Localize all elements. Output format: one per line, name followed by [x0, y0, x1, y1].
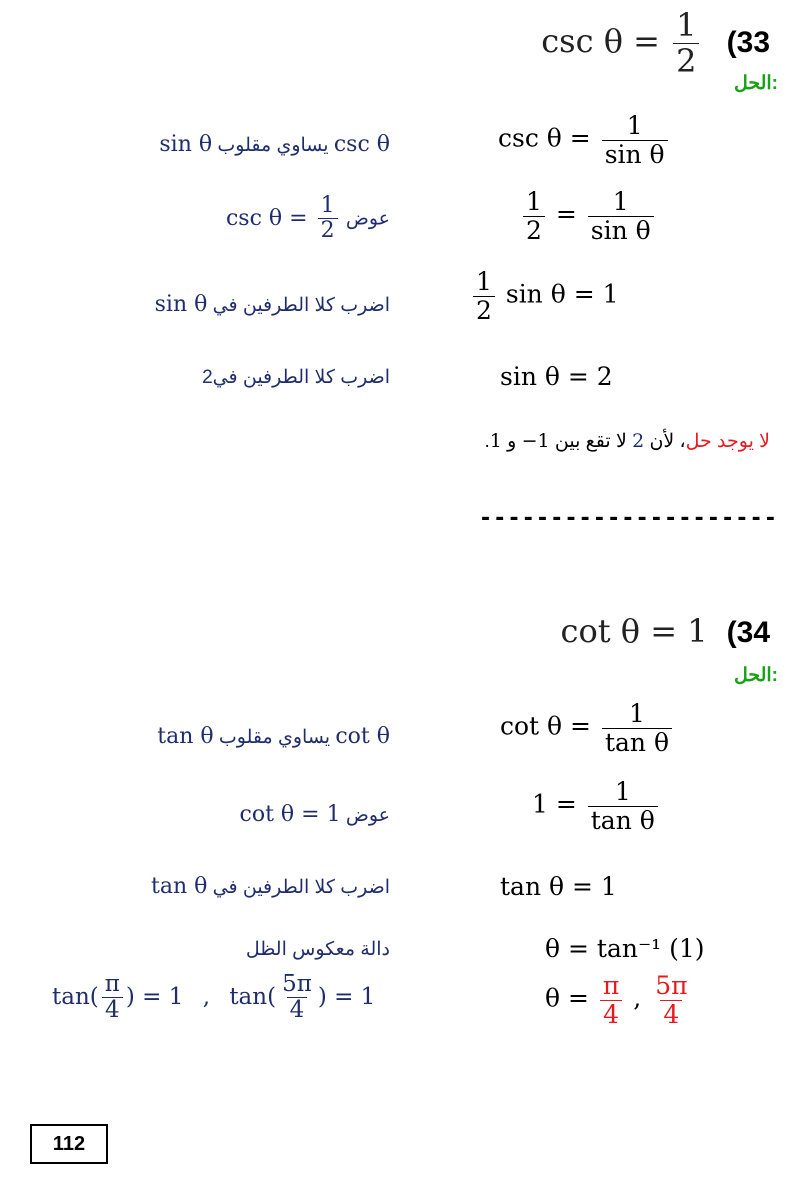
- q33-step1-math: csc θ = $\frac{1}{\text{sin θ}}$: [498, 112, 671, 168]
- q33-step3-note: اضرب كلا الطرفين في sin θ: [154, 292, 390, 317]
- q34-step5-math: θ = $\frac{\pi}{4}$ , $\frac{5\pi}{4}$: [545, 971, 688, 1029]
- q34-step4-math: θ = tan⁻¹ (1): [545, 934, 705, 963]
- q33-step4-math: sin θ = 2: [500, 362, 613, 391]
- q33-header: [541, 8, 770, 79]
- q34-solution-label: الحل:: [733, 665, 778, 686]
- q33-step2-note: عوض csc θ = $\frac{1}{2}$: [225, 193, 390, 244]
- q34-step3-math: tan θ = 1: [500, 872, 617, 901]
- q34-step5-note: tan( $\frac{\pi}{4}$ ) = 1 , tan( $\frac{5\pi}{4}$ ) = 1: [52, 971, 376, 1024]
- q33-step1-note: csc θ يساوي مقلوب sin θ: [159, 132, 390, 157]
- q33-number: (33: [726, 26, 770, 60]
- q34-step2-note: عوض cot θ = 1: [239, 802, 390, 827]
- q34-header: [561, 612, 770, 650]
- q33-equation: csc θ = $\frac{1}{2}$: [541, 22, 712, 60]
- q34-step1-note: cot θ يساوي مقلوب tan θ: [157, 724, 390, 749]
- q34-step4-note: دالة معكوس الظل: [245, 939, 390, 960]
- page-number: 112: [30, 1124, 108, 1164]
- q34-step1-math: cot θ = $\frac{1}{\text{tan θ}}$: [500, 700, 675, 756]
- q33-conclusion: لا يوجد حل، لأن 2 لا تقع بين −1 و 1.: [484, 430, 770, 452]
- q34-number: (34: [726, 616, 770, 649]
- q33-step4-note: اضرب كلا الطرفين في2: [202, 367, 390, 388]
- q33-step2-math: $\frac{1}{2}$ = $\frac{1}{\text{sin θ}}$: [520, 188, 657, 244]
- separator-line: ---------------------: [478, 506, 778, 531]
- q34-step3-note: اضرب كلا الطرفين في tan θ: [151, 874, 390, 899]
- q33-solution-label: الحل:: [733, 73, 778, 94]
- q34-equation: cot θ = 1: [560, 612, 708, 650]
- q34-step2-math: 1 = $\frac{1}{\text{tan θ}}$: [532, 778, 661, 834]
- q33-step3-math: $\frac{1}{2}$ sin θ = 1: [470, 268, 619, 324]
